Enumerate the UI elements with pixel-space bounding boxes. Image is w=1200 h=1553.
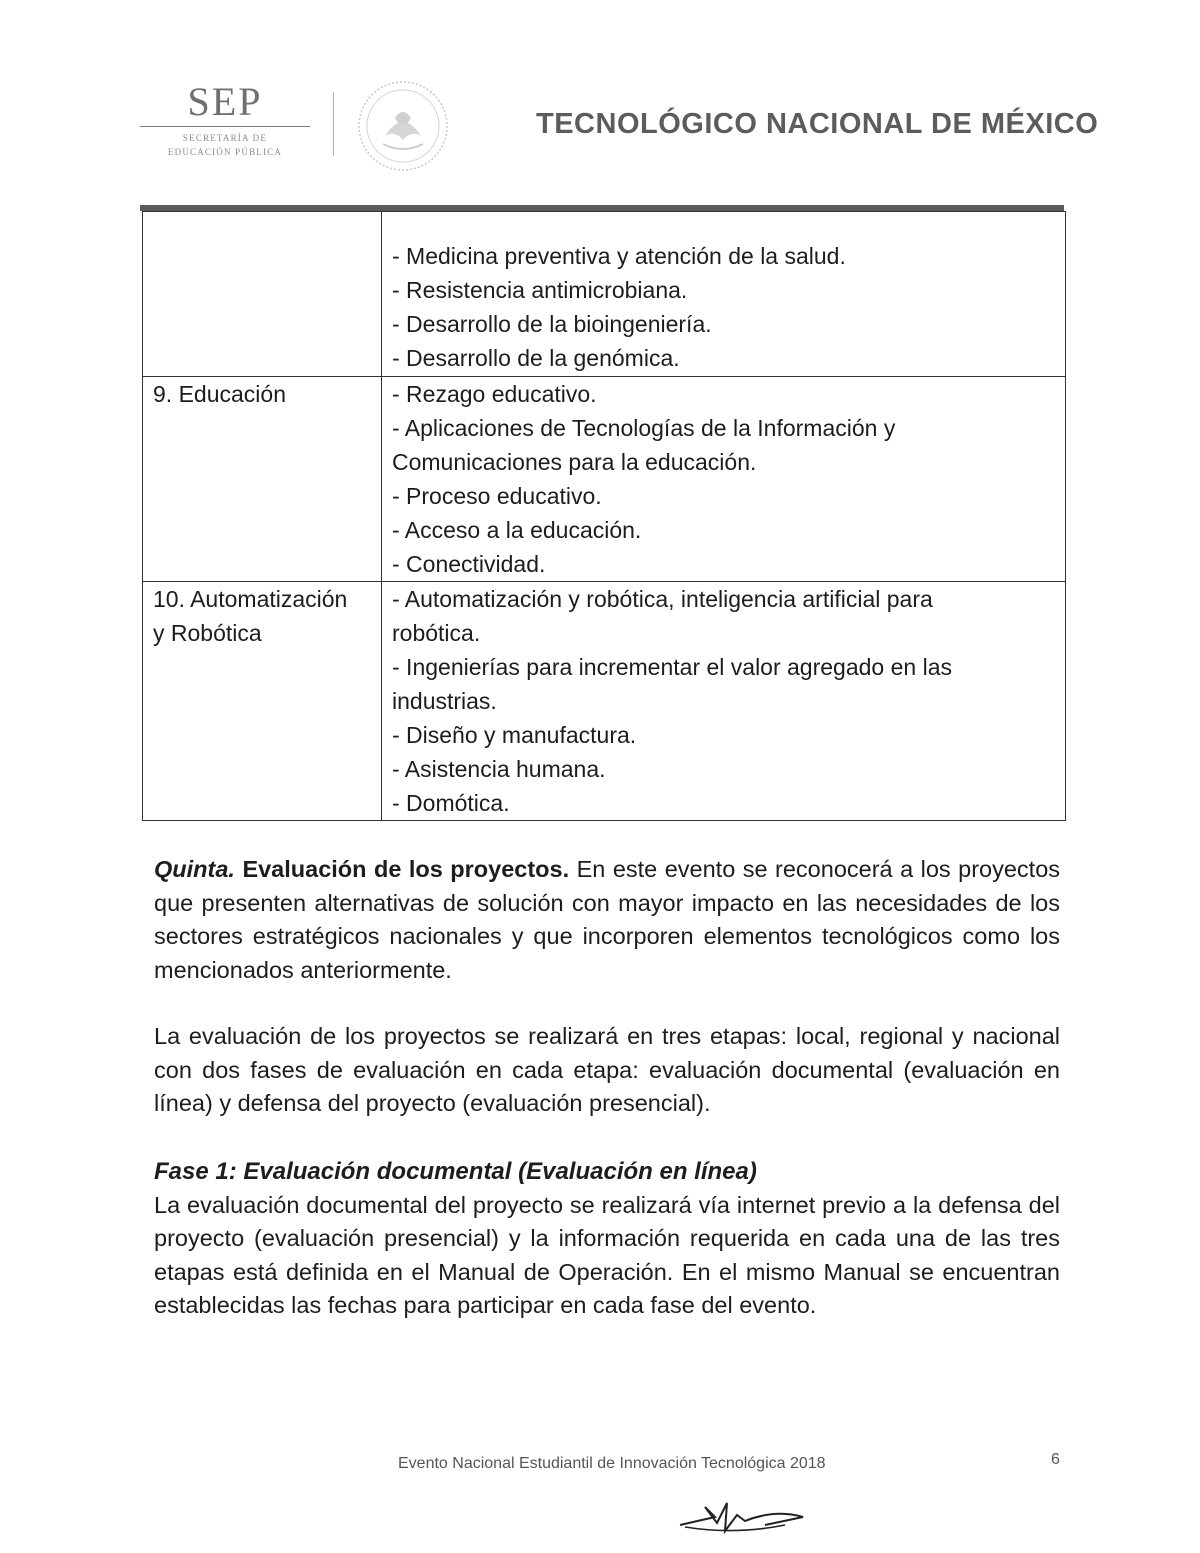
table-row [143, 212, 1066, 377]
list-item: - Automatización y robótica, inteligencia artificial para [392, 586, 933, 612]
table-cell-area [143, 212, 382, 377]
sep-logo-word: SEP [187, 79, 263, 124]
list-item: industrias. [392, 688, 497, 714]
list-item: robótica. [392, 620, 481, 646]
list-item: - Conectividad. [392, 551, 546, 577]
area-label: 10. Automatización [153, 586, 348, 612]
signature-icon [675, 1495, 815, 1540]
quinta-heading: Evaluación de los proyectos. [242, 856, 570, 882]
page-footer [0, 1453, 1200, 1553]
list-item: - Ingenierías para incrementar el valor agregado en las [392, 654, 952, 680]
sep-logo-subtitle-1: SECRETARÍA DE [182, 133, 268, 143]
list-item: - Diseño y manufactura. [392, 722, 637, 748]
table-cell-items [382, 212, 1066, 377]
table-row [143, 377, 1066, 582]
table-cell-items [382, 377, 1066, 582]
list-item: Comunicaciones para la educación. [392, 449, 757, 475]
table-cell-area [143, 377, 382, 582]
page-header [0, 0, 1200, 200]
fase1-title: Fase 1: Evaluación documental (Evaluación en línea) [154, 1158, 757, 1185]
sep-logo-rule [140, 126, 310, 127]
list-item: - Resistencia antimicrobiana. [392, 277, 688, 303]
etapas-paragraph: La evaluación de los proyectos se realizará en tres etapas: local, regional y nacional con dos fases de evaluación en cada etapa: evaluación documental (evaluación en línea) y defensa del proyecto (evaluación presencial). [154, 1023, 1060, 1116]
topics-table [142, 211, 1066, 821]
quinta-body: En este evento se reconocerá a los proyectos que presenten alternativas de solución con mayor impacto en las necesidades de los sectores estratégicos nacionales y que incorporen elementos tecnológicos como los mencionados anteriormente. [154, 856, 1061, 983]
page-number: 6 [1051, 1451, 1060, 1468]
table-cell-area [143, 582, 382, 821]
list-item: - Aplicaciones de Tecnologías de la Información y [392, 415, 896, 441]
sep-logo [140, 79, 310, 159]
fase1-section [154, 1155, 1060, 1323]
quinta-label: Quinta. [154, 856, 235, 882]
table-row [143, 582, 1066, 821]
sep-logo-subtitle-2: EDUCACIÓN PÚBLICA [167, 147, 283, 157]
area-label: 9. Educación [153, 381, 286, 407]
list-item: - Desarrollo de la bioingeniería. [392, 311, 712, 337]
quinta-paragraph [154, 853, 1060, 987]
mexico-seal-icon [355, 78, 451, 174]
table-cell-items [382, 582, 1066, 821]
area-label: y Robótica [153, 620, 262, 646]
fase1-body: La evaluación documental del proyecto se realizará vía internet previo a la defensa del proyecto (evaluación presencial) y la información requerida en cada una de las tres etapas está definida en el Manual de Operación. En el mismo Manual se encuentran establecidas las fechas para participar en cada fase del evento. [154, 1191, 1060, 1318]
list-item: - Desarrollo de la genómica. [392, 345, 680, 371]
institution-title: TECNOLÓGICO NACIONAL DE MÉXICO [536, 108, 1099, 140]
list-item: - Medicina preventiva y atención de la salud. [392, 243, 846, 269]
list-item: - Proceso educativo. [392, 483, 602, 509]
list-item: - Asistencia humana. [392, 756, 606, 782]
header-divider [333, 92, 334, 156]
list-item: - Domótica. [392, 790, 510, 816]
list-item: - Acceso a la educación. [392, 517, 642, 543]
footer-event-title: Evento Nacional Estudiantil de Innovación Tecnológica 2018 [398, 1455, 826, 1472]
list-item: - Rezago educativo. [392, 381, 597, 407]
